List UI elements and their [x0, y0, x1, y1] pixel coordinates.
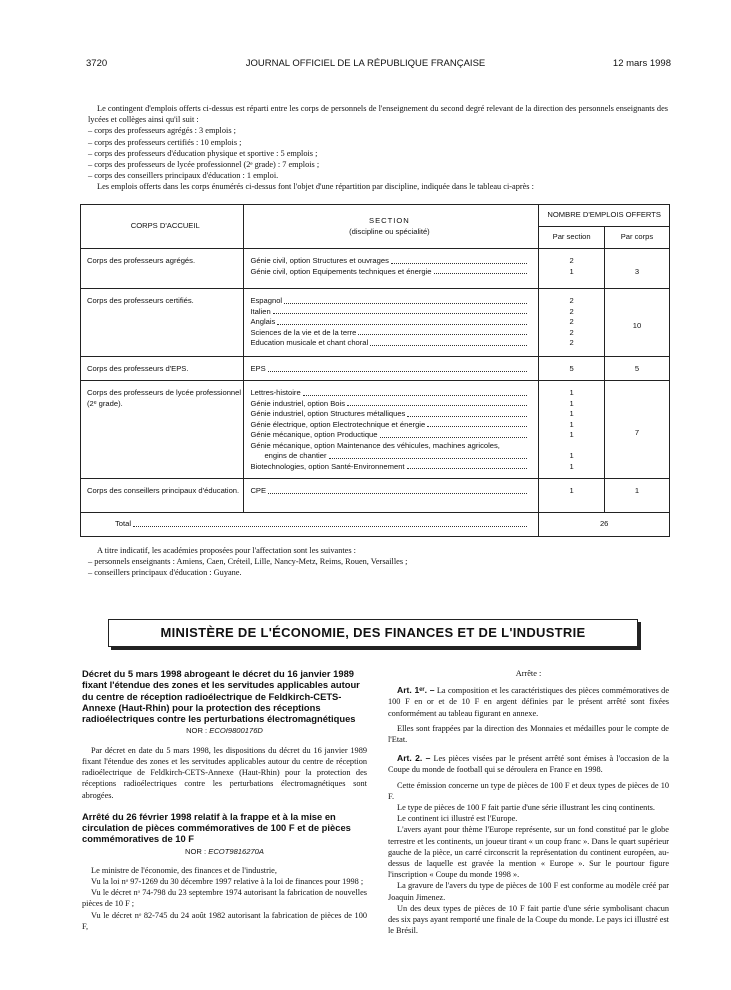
corps-total-cell: 7 — [604, 381, 669, 479]
section-cell — [244, 381, 539, 479]
total-label: Total — [115, 519, 132, 529]
intro-closing: Les emplois offerts dans les corps énumérés ci-dessus font l'objet d'une répartition par discipline, indiquée dans le tableau ci-après : — [97, 182, 534, 192]
corps-total-cell: 1 — [604, 479, 669, 513]
decree-paragraph: Vu la loi nᵒ 97-1269 du 30 décembre 1997 relative à la loi de finances pour 1998 ; — [91, 877, 364, 886]
section-label: Anglais — [250, 317, 276, 326]
nor-reference — [82, 846, 367, 857]
table-row — [81, 357, 670, 381]
intro-paragraph: Le contingent d'emplois offerts ci-dessus est réparti entre les corps de personnels de l'enseignement du second degré relevant de la direction des personnels enseignants des lycées et collèges ainsi qu'il suit : — [88, 104, 668, 125]
arrete-heading: Arrête : — [515, 669, 542, 678]
count-cell — [539, 479, 605, 513]
total-row — [81, 513, 670, 537]
section-label: CPE — [250, 486, 267, 495]
header-nombre: NOMBRE D'EMPLOIS OFFERTS — [539, 205, 670, 227]
article-paragraph: L'avers ayant pour thème l'Europe représente, sur un fond constitué par le globe terrestre et les continents, un joueur tirant « un coup franc ». Dans le quart supérieur gauche de la pièce, un carré circonscrit la représentation du continent européen, au-dessus de laquelle est gravée la mention « Europe ». Sur le pourtour figure l'inscription « Coupe du monde 1998 ». — [388, 825, 669, 880]
decree-paragraph: Vu le décret nᵒ 82-745 du 24 août 1982 autorisant la fabrication de pièces de 100 F, — [82, 910, 367, 931]
article-paragraph: Le continent ici illustré est l'Europe. — [397, 814, 518, 824]
list-item: – corps des professeurs d'éducation physique et sportive : 5 emplois ; — [88, 148, 318, 158]
corps-cell: Corps des professeurs agrégés. — [81, 249, 244, 289]
corps-total-cell: 10 — [604, 289, 669, 357]
section-label: Génie mécanique, option Maintenance des véhicules, machines agricoles, — [250, 440, 500, 450]
table-row — [81, 249, 670, 289]
list-item: – corps des professeurs de lycée professionnel (2ᵉ grade) : 7 emplois ; — [88, 160, 320, 170]
section-label: Génie électrique, option Electrotechnique et énergie — [250, 419, 426, 429]
section-count: 2 — [569, 306, 574, 316]
page-number: 3720 — [86, 58, 108, 69]
decree-paragraph: Le ministre de l'économie, des finances et de l'industrie, — [91, 865, 277, 875]
list-item: – corps des professeurs certifiés : 10 emplois ; — [88, 137, 242, 147]
section-count: 1 — [569, 409, 574, 418]
article-paragraph: La gravure de l'avers du type de pièces de 100 F est conforme au modèle créé par Joaquin Jimenez. — [388, 881, 669, 902]
corps-cell: Corps des conseillers principaux d'éducation. — [81, 479, 244, 513]
table-row — [81, 381, 670, 479]
list-item: – corps des professeurs agrégés : 3 emplois ; — [88, 126, 236, 136]
section-label: Italien — [250, 306, 271, 316]
section-count: 2 — [569, 317, 574, 326]
section-label: Génie civil, option Structures et ouvrages — [250, 256, 389, 265]
section-cell — [244, 479, 539, 513]
nor-label: NOR : — [186, 726, 208, 736]
article-label: Art. 2. – — [397, 753, 431, 764]
issue-date: 12 mars 1998 — [612, 58, 671, 69]
article-paragraph — [388, 753, 669, 775]
total-value: 26 — [539, 513, 670, 537]
section-count: 1 — [569, 388, 574, 397]
section-label: Génie civil, option Equipements techniques et énergie — [250, 266, 432, 276]
corps-total-cell: 3 — [604, 249, 669, 289]
section-label: Génie industriel, option Structures métalliques — [250, 409, 406, 418]
section-count: 2 — [569, 338, 574, 347]
article-text: Les pièces visées par le présent arrêté sont émises à l'occasion de la Coupe du monde de football qui se déroulera en France en 1998. — [388, 754, 669, 775]
list-item: – personnels enseignants : Amiens, Caen, Créteil, Lille, Nancy-Metz, Reims, Rouen, Versailles ; — [88, 557, 408, 567]
header-par-corps: Par corps — [604, 227, 669, 249]
article-paragraph: Cette émission concerne un type de pièces de 100 F et deux types de pièces de 10 F. — [388, 780, 669, 801]
section-count: 1 — [569, 486, 574, 495]
journal-title: JOURNAL OFFICIEL DE LA RÉPUBLIQUE FRANÇAISE — [245, 58, 486, 69]
total-label-cell — [81, 513, 539, 537]
allocation-table — [80, 204, 670, 537]
section-cell — [244, 289, 539, 357]
right-column — [388, 668, 669, 936]
nor-code: ECOT9816270A — [208, 846, 264, 856]
article-label: Art. 1ᵉʳ. – — [397, 685, 435, 696]
after-table-paragraph: A titre indicatif, les académies proposées pour l'affectation sont les suivantes : — [97, 546, 356, 555]
section-count: 1 — [569, 461, 574, 471]
corps-cell: Corps des professeurs d'EPS. — [81, 357, 244, 381]
left-column — [82, 668, 367, 932]
article-text: La composition et les caractéristiques des pièces commémoratives de 100 F en or et de 10 F en argent définies par le présent arrêté sont fixées conformément au tableau figurant en annexe. — [388, 686, 669, 718]
section-label: Lettres-histoire — [250, 388, 301, 397]
article-paragraph — [388, 685, 669, 719]
decree-paragraph: Vu le décret nᵒ 74-798 du 23 septembre 1974 autorisant la fabrication de nouvelles pièces de 10 F ; — [82, 888, 367, 909]
section-count: 2 — [569, 256, 574, 265]
section-count: 1 — [569, 398, 574, 408]
header-section-title: SECTION — [369, 216, 410, 225]
decree-title: Décret du 5 mars 1998 abrogeant le décret du 16 janvier 1989 fixant l'étendue des zones et les servitudes applicables autour du centre de réception radioélectrique de Feldkirch-CETS-Annexe (Haut-Rhin) pour la protection des réceptions radioélectriques contre les perturbations électromagnétiques — [82, 668, 360, 725]
decree-body: Par décret en date du 5 mars 1998, les dispositions du décret du 16 janvier 1989 fixant l'étendue des zones et les servitudes applicables autour du centre de réception radioélectrique de Feldkirch-CETS-Annexe (Haut-Rhin) pour la protection des réceptions radioélectriques contre les perturbations électromagnétiques sont abrogées. — [82, 745, 367, 800]
decree-title: Arrêté du 26 février 1998 relatif à la frappe et à la mise en circulation de pièces commémoratives de 100 F et de pièces commémoratives de 10 F — [82, 810, 351, 845]
header-section — [244, 205, 539, 249]
corps-cell: Corps des professeurs de lycée professionnel (2ᵉ grade). — [81, 381, 244, 479]
corps-cell: Corps des professeurs certifiés. — [81, 289, 244, 357]
section-count: 1 — [569, 266, 574, 276]
section-count: 5 — [569, 364, 574, 373]
section-cell — [244, 357, 539, 381]
list-item: – corps des conseillers principaux d'éducation : 1 emploi. — [88, 171, 279, 181]
section-count — [539, 441, 604, 452]
section-count: 2 — [569, 296, 574, 305]
section-count: 1 — [569, 430, 574, 439]
section-count: 1 — [569, 451, 574, 460]
section-label: EPS — [250, 364, 266, 373]
list-item: – conseillers principaux d'éducation : Guyane. — [88, 568, 242, 578]
section-label: Sciences de la vie et de la terre — [250, 327, 357, 337]
count-cell — [539, 357, 605, 381]
section-cell — [244, 249, 539, 289]
table-row — [81, 479, 670, 513]
after-table-block — [88, 545, 668, 579]
section-label: Biotechnologies, option Santé-Environnement — [250, 461, 405, 471]
section-label: engins de chantier — [264, 451, 327, 460]
count-cell — [539, 381, 605, 479]
section-label: Education musicale et chant choral — [250, 338, 369, 347]
header-section-subtitle: (discipline ou spécialité) — [349, 226, 430, 236]
header-corps: CORPS D'ACCUEIL — [81, 205, 244, 249]
section-label: Génie mécanique, option Productique — [250, 430, 378, 439]
nor-label: NOR : — [185, 846, 207, 856]
article-paragraph: Le type de pièces de 100 F fait partie d'une série illustrant les cinq continents. — [397, 803, 655, 813]
table-row — [81, 289, 670, 357]
corps-total-cell: 5 — [604, 357, 669, 381]
section-count: 1 — [569, 419, 574, 429]
article-paragraph: Un des deux types de pièces de 10 F fait partie d'une série symbolisant chacun des six pays ayant remporté une finale de la Coupe du monde. Le pays ici illustré est le Brésil. — [388, 903, 669, 936]
header-par-section: Par section — [539, 227, 605, 249]
count-cell — [539, 289, 605, 357]
nor-reference — [82, 725, 367, 736]
section-label: Génie industriel, option Bois — [250, 398, 345, 408]
count-cell — [539, 249, 605, 289]
section-label: Espagnol — [250, 296, 283, 305]
intro-block — [88, 103, 668, 193]
ministry-banner: MINISTÈRE DE L'ÉCONOMIE, DES FINANCES ET DE L'INDUSTRIE — [108, 619, 638, 647]
article-paragraph: Elles sont frappées par la direction des Monnaies et médailles pour le compte de l'Etat. — [388, 723, 669, 745]
section-count: 2 — [569, 327, 574, 337]
nor-code: ECOI9800176D — [209, 726, 263, 736]
